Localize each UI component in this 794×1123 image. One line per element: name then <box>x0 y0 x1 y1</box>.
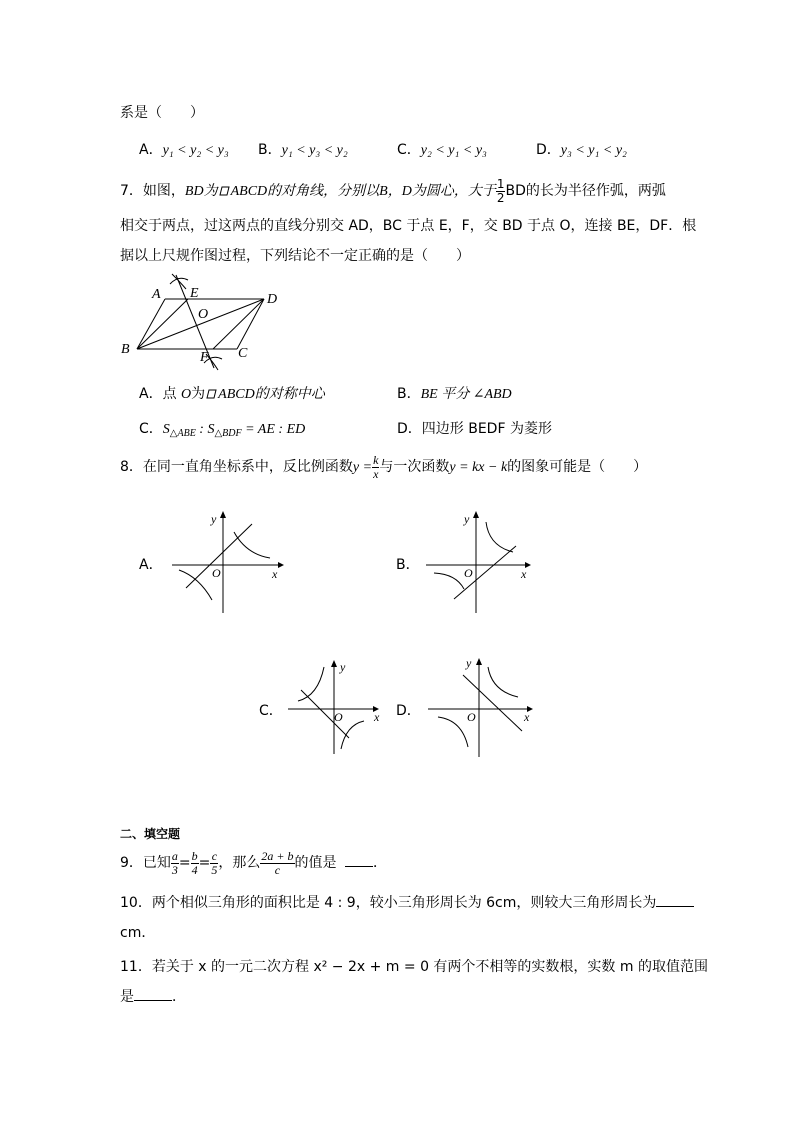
q9-frac1 <box>171 850 179 876</box>
side-ab <box>137 299 165 349</box>
q9-tail: 的值是 <box>294 855 337 872</box>
q8-graph-a <box>172 510 287 615</box>
q8-option-a-label: A． <box>139 557 163 573</box>
q7-line3: 据以上尺规作图过程，下列结论不一定正确的是（ ） <box>120 248 470 264</box>
origin-label: O <box>212 566 221 580</box>
y-axis-label: y <box>340 660 346 674</box>
parallelogram-symbol-icon <box>206 389 217 399</box>
q8-mid: 与一次函数 <box>379 459 450 476</box>
q6-option-c-label: C． <box>397 142 421 158</box>
q8-option-c-label: C． <box>259 703 283 719</box>
q7-line1-c: ABCD的对角线，分别以 <box>230 184 380 200</box>
q6-tail: 系是（ ） <box>120 105 204 121</box>
q11-line2-text: 是 <box>120 989 134 1005</box>
q8-tail: 的图象可能是（ ） <box>507 459 648 476</box>
q7-option-a-text2: 为 <box>191 386 206 402</box>
q9-eq2: = <box>198 855 211 872</box>
q7-line1-e: BD的长为半径作弧，两弧 <box>505 183 666 200</box>
q6-option-d <box>536 143 627 158</box>
hyperbola-q1 <box>486 522 513 552</box>
hyperbola-q3 <box>438 717 468 747</box>
q9-lead: 9．已知 <box>120 855 171 872</box>
q7-option-a-label: A． <box>139 386 163 402</box>
q6-option-b <box>258 143 348 158</box>
q9-frac2 <box>191 850 199 876</box>
q6-option-d-expr: y₃ < y₁ < y₂ <box>560 143 627 158</box>
label-e: E <box>190 286 199 301</box>
q7-option-c <box>139 422 305 439</box>
q8-option-b-label: B． <box>396 557 420 573</box>
q6-option-d-label: D． <box>536 142 561 158</box>
q9-stem <box>120 850 387 876</box>
q7-option-c-s: S <box>162 422 170 437</box>
q8-graph-c <box>288 659 388 759</box>
q7-option-c-sub2: △BDF <box>214 428 242 439</box>
q11-line2 <box>120 990 186 1004</box>
label-o: O <box>198 307 209 322</box>
hyperbola-q4 <box>341 721 364 749</box>
origin-label: O <box>467 710 476 724</box>
q10-line1 <box>120 896 694 910</box>
q8-graph-b <box>426 510 541 615</box>
q7-line1-d: B，D为圆心，大于 <box>379 184 496 200</box>
q6-option-a <box>139 143 229 158</box>
q9-end: ． <box>372 855 387 872</box>
q11-end: ． <box>172 989 186 1005</box>
q9-frac4-den: c <box>274 862 281 877</box>
q7-parallelogram-figure <box>118 270 288 375</box>
q7-option-d <box>397 422 552 436</box>
q9-eq1: = <box>178 855 191 872</box>
hyperbola-q3 <box>179 570 212 600</box>
q6-option-c <box>397 143 487 158</box>
x-axis-label: x <box>374 710 380 724</box>
q8-option-d-label: D． <box>396 703 421 719</box>
hyperbola-q1 <box>488 667 518 697</box>
q7-frac-num: 1 <box>496 177 505 191</box>
q7-option-a-text1: 点 <box>162 386 182 402</box>
origin-label: O <box>464 566 473 580</box>
q9-frac4 <box>260 850 294 876</box>
q7-option-a <box>139 387 325 402</box>
q7-option-a-text3: ABCD的对称中心 <box>218 387 325 402</box>
hyperbola-q2 <box>298 667 324 701</box>
q9-frac1-num: a <box>171 849 178 863</box>
q8-frac-den: x <box>373 466 379 481</box>
q9-frac2-num: b <box>191 849 198 863</box>
q6-option-a-expr: y₁ < y₂ < y₃ <box>162 143 229 158</box>
y-axis-label: y <box>464 512 470 526</box>
y-axis-label: y <box>211 512 217 526</box>
q7-option-c-sub1: △ABE <box>169 428 196 439</box>
q7-option-c-mid: : S <box>195 422 215 437</box>
q7-line2: 相交于两点，过这两点的直线分别交 AD，BC 于点 E，F，交 BD 于点 O，连接 BE，DF．根 <box>120 218 697 234</box>
side-cd <box>237 299 264 349</box>
label-b: B <box>121 342 130 357</box>
q10-line1-text: 10．两个相似三角形的面积比是 4 : 9，较小三角形周长为 6cm，则较大三角形周长为 <box>120 895 657 911</box>
q6-option-b-expr: y₁ < y₃ < y₂ <box>281 143 348 158</box>
origin-label: O <box>334 710 343 724</box>
q8-stem <box>120 454 647 481</box>
q9-answer-blank[interactable] <box>345 865 373 867</box>
q7-line1-b: BD为 <box>184 184 218 200</box>
q9-frac3-num: c <box>211 849 218 863</box>
q7-line1-a: 7．如图， <box>120 183 185 200</box>
q8-y-eq: y = <box>352 460 373 476</box>
q6-option-a-label: A． <box>139 142 163 158</box>
q7-option-b-label: B． <box>397 386 421 402</box>
q10-answer-blank[interactable] <box>656 905 694 907</box>
q9-frac4-num: 2a + b <box>261 849 294 863</box>
q11-answer-blank[interactable] <box>134 999 172 1001</box>
q7-frac-den: 2 <box>496 190 505 205</box>
q7-option-b <box>397 387 512 402</box>
q7-option-b-text: BE 平分 ∠ABD <box>420 387 512 402</box>
x-axis-label: x <box>521 567 527 581</box>
y-axis-label: y <box>466 656 472 670</box>
q6-option-c-expr: y₂ < y₁ < y₃ <box>420 143 487 158</box>
q9-frac3-den: 5 <box>211 862 218 877</box>
q7-option-c-label: C． <box>139 421 163 437</box>
q7-option-a-var: O <box>181 387 192 402</box>
q7-option-d-text: 四边形 BEDF 为菱形 <box>421 421 552 437</box>
label-a: A <box>152 287 161 302</box>
q8-frac-num: k <box>373 453 379 467</box>
segment-be <box>137 299 188 349</box>
q11-line1: 11．若关于 x 的一元二次方程 x² − 2x + m = 0 有两个不相等的实数根，实数 m 的取值范围 <box>120 959 708 975</box>
x-axis-label: x <box>272 567 278 581</box>
label-c: C <box>238 346 248 361</box>
hyperbola-q3 <box>434 573 464 589</box>
section-title: 二、填空题 <box>120 827 181 841</box>
q9-frac2-den: 4 <box>191 862 198 877</box>
q9-frac1-den: 3 <box>171 862 178 877</box>
q8-linear: y = kx − k <box>449 460 508 476</box>
arc-top-2 <box>172 274 186 289</box>
q10-line2: cm． <box>120 925 156 941</box>
label-d: D <box>267 292 278 307</box>
segment-df <box>213 299 264 349</box>
x-axis-label: x <box>524 710 530 724</box>
parallelogram-symbol-icon <box>219 186 230 196</box>
q7-line1 <box>120 178 666 204</box>
q7-option-d-label: D． <box>397 421 422 437</box>
q6-option-b-label: B． <box>258 142 282 158</box>
q7-option-c-tail: = AE : ED <box>241 422 306 437</box>
q9-mid: ，那么 <box>218 855 261 872</box>
q8-lead: 8．在同一直角坐标系中，反比例函数 <box>120 459 353 476</box>
q8-graph-d <box>428 657 538 762</box>
label-f: F <box>200 350 209 365</box>
